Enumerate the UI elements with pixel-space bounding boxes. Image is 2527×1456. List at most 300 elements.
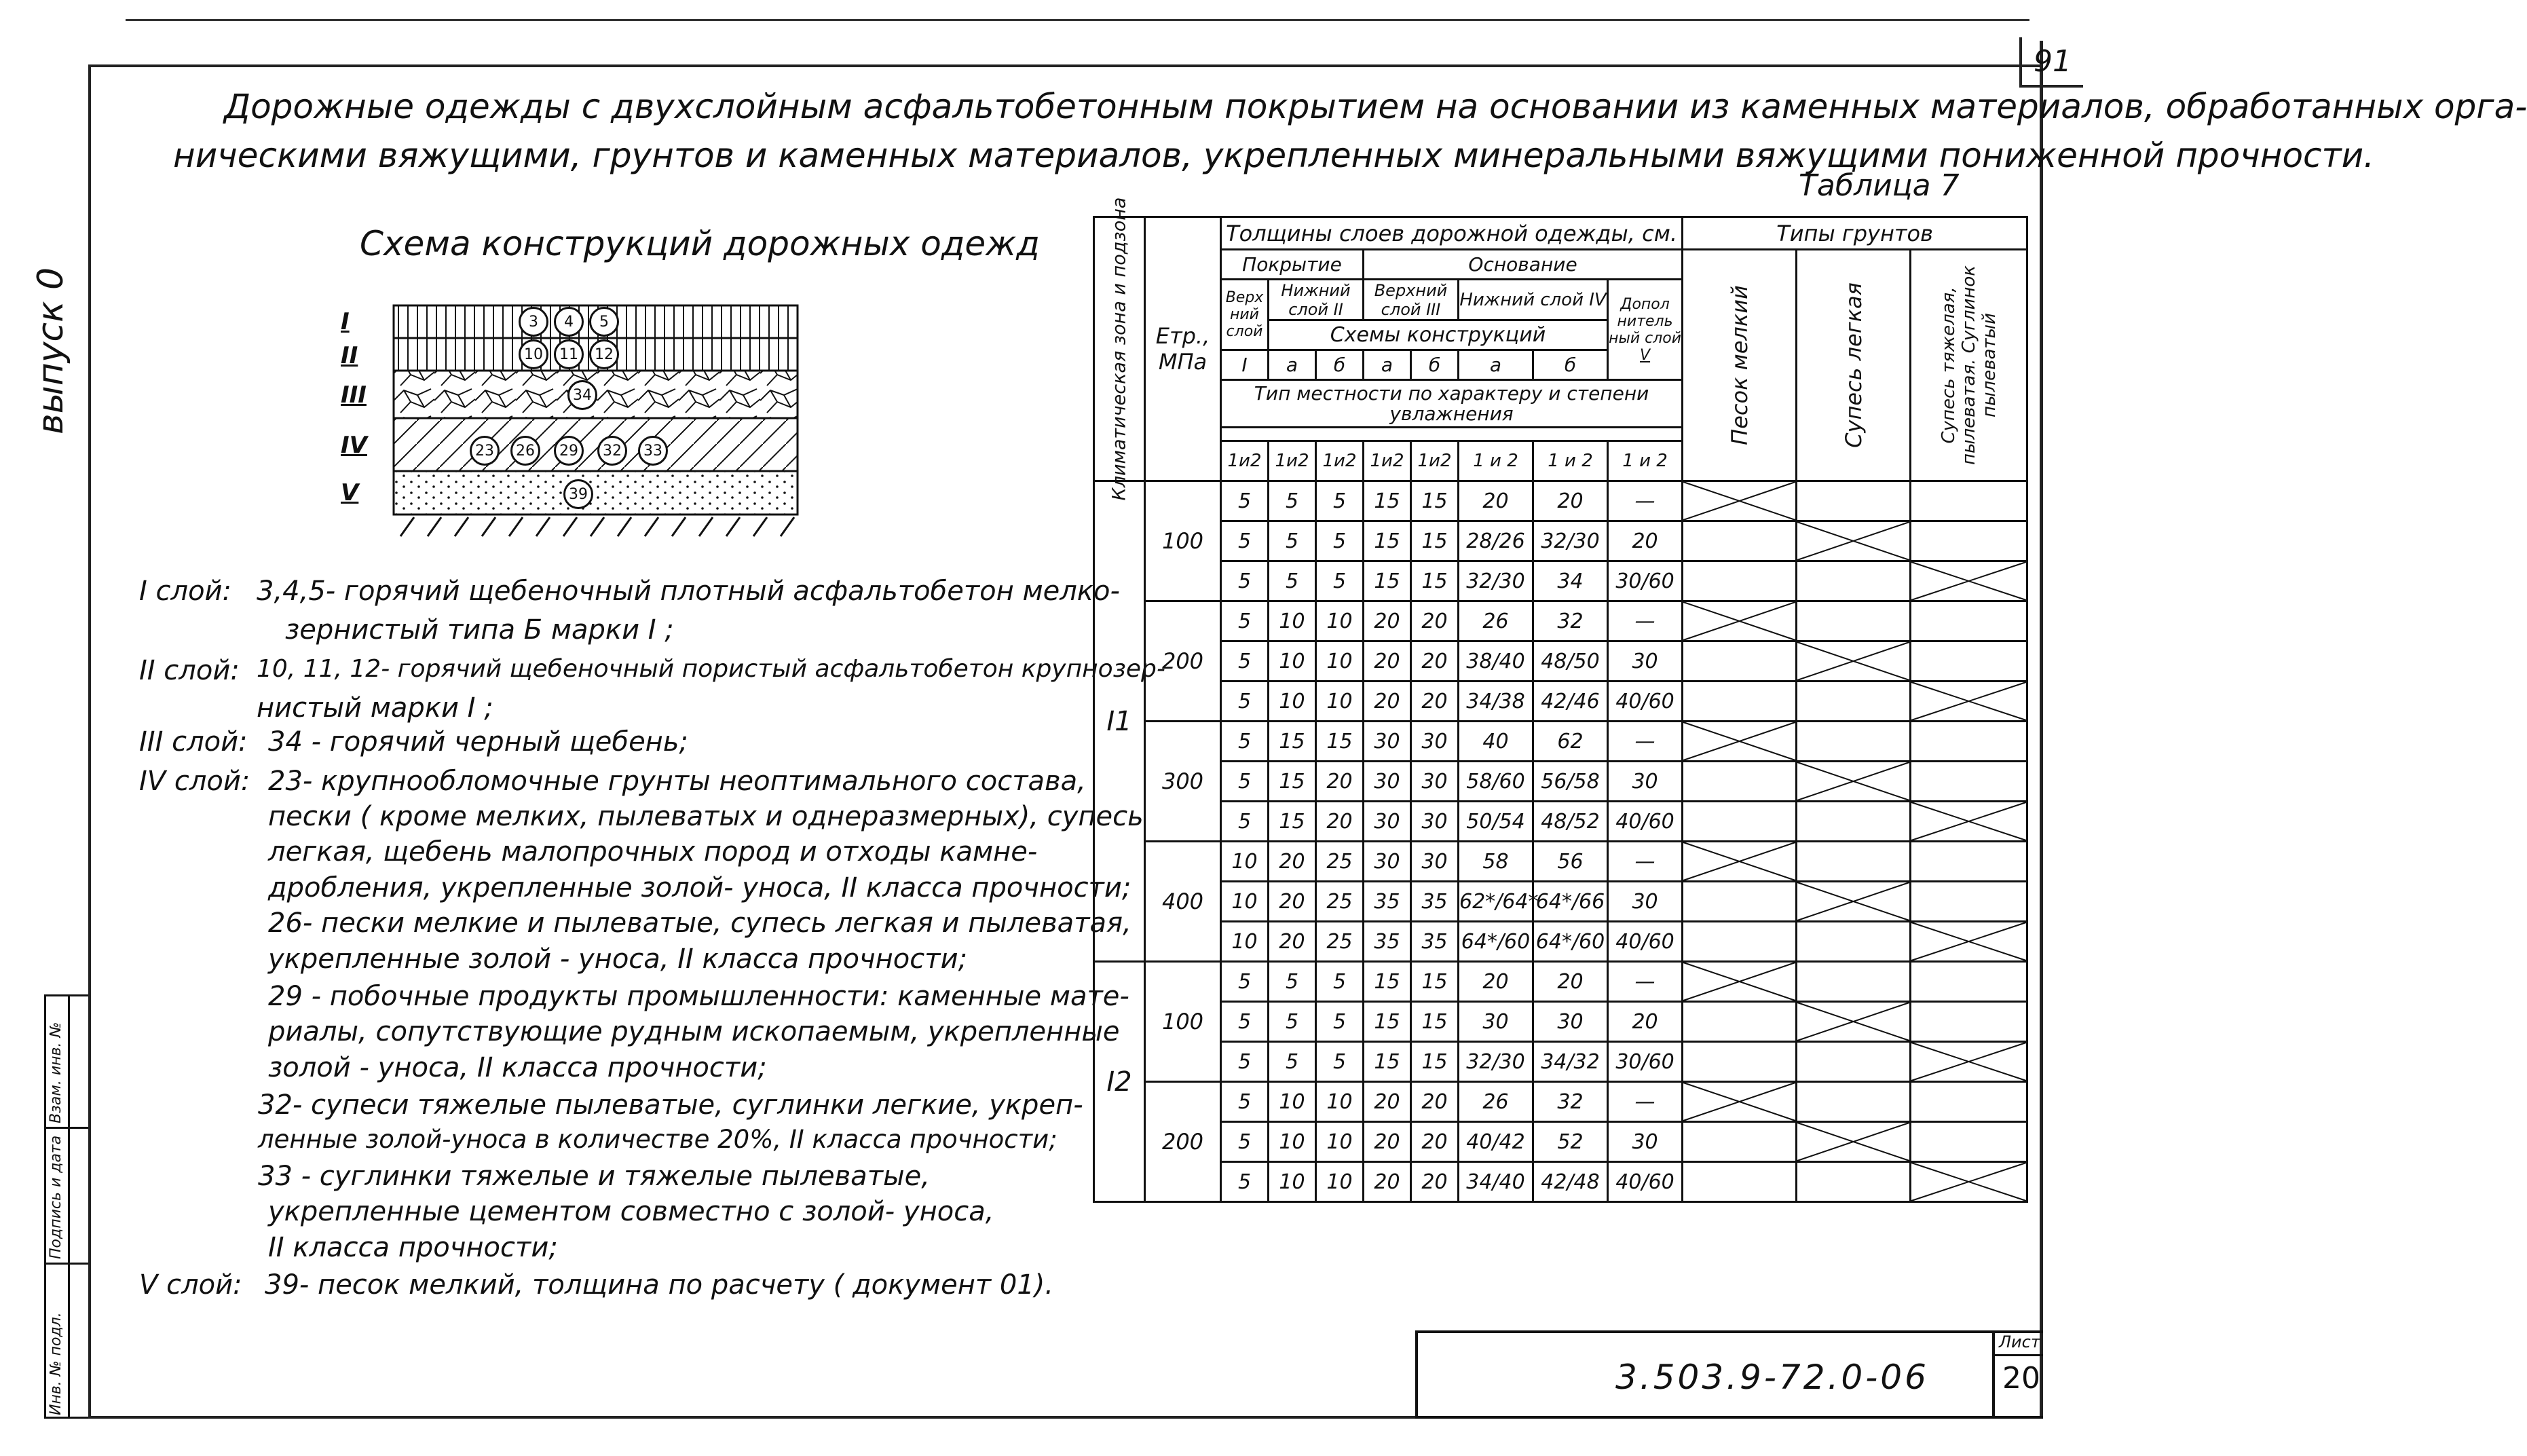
thickness-cell: 5 (1269, 561, 1316, 601)
thickness-cell: 34/38 (1459, 682, 1533, 722)
soil-cell (1911, 962, 2027, 1002)
thickness-cell: 34/32 (1533, 1042, 1608, 1082)
soil-cell-crossed (1911, 1162, 2027, 1202)
soil-cell-crossed (1797, 882, 1911, 922)
soil-cell (1683, 882, 1797, 922)
soil-cell (1683, 1122, 1797, 1162)
table-row (1094, 722, 2027, 762)
thickness-cell: 10 (1221, 922, 1269, 962)
header-lower-layer-4: Нижний слой IV (1459, 280, 1608, 320)
header-moisture-4: 1и2 (1411, 441, 1459, 481)
thickness-cell: 40/60 (1608, 922, 1683, 962)
soil-cell-crossed (1911, 1042, 2027, 1082)
sheet-label: Лист (1999, 1332, 2040, 1351)
sheet-divider (1992, 1354, 2043, 1356)
thickness-cell: 30 (1608, 1122, 1683, 1162)
table-row (1094, 962, 2027, 1002)
thickness-cell: 30 (1364, 722, 1411, 762)
header-soil-1: Песок мелкий (1683, 250, 1797, 481)
soil-cell-crossed (1911, 561, 2027, 601)
legend-text: 39- песок мелкий, толщина по расчету ( документ 01). (265, 1269, 1054, 1301)
thickness-cell: 40/60 (1608, 1162, 1683, 1202)
cross-mark-icon (1797, 1123, 1909, 1161)
legend-text: 34 - горячий черный щебень; (268, 726, 688, 758)
cross-mark-icon (1683, 722, 1795, 760)
thickness-cell: 42/48 (1533, 1162, 1608, 1202)
table-row (1094, 1002, 2027, 1042)
table-row (1094, 521, 2027, 561)
thickness-cell: 20 (1459, 962, 1533, 1002)
header-cover: Покрытие (1221, 250, 1364, 280)
cross-mark-icon (1683, 842, 1795, 880)
thickness-cell: 5 (1269, 521, 1316, 561)
layer-mark-32: 32 (597, 436, 627, 466)
thickness-cell: 15 (1364, 521, 1411, 561)
thickness-cell: 28/26 (1459, 521, 1533, 561)
margin-label-1: Взам. инв. № (48, 1022, 64, 1123)
thickness-cell: 5 (1221, 722, 1269, 762)
thickness-cell: 15 (1269, 762, 1316, 802)
thickness-cell: 5 (1221, 521, 1269, 561)
soil-cell (1911, 641, 2027, 682)
layer-mark-10: 10 (519, 339, 548, 369)
thickness-cell: 20 (1608, 521, 1683, 561)
table-row (1094, 1042, 2027, 1082)
header-scheme: а (1269, 350, 1316, 380)
legend-text: ленные золой-уноса в количестве 20%, II класса прочности; (258, 1125, 1057, 1154)
layer-mark-23: 23 (470, 436, 500, 466)
thickness-cell: 20 (1364, 641, 1411, 682)
thickness-cell: 5 (1221, 1042, 1269, 1082)
thickness-cell: 56 (1533, 842, 1608, 882)
thickness-cell: 5 (1221, 762, 1269, 802)
soil-cell-crossed (1683, 601, 1797, 641)
etr-value: 400 (1145, 842, 1221, 962)
cross-mark-icon (1911, 1163, 2026, 1201)
thickness-cell: 15 (1364, 962, 1411, 1002)
thickness-cell: 38/40 (1459, 641, 1533, 682)
thickness-cell: 30 (1533, 1002, 1608, 1042)
thickness-cell: 32 (1533, 601, 1608, 641)
thickness-cell: 64*/60 (1459, 922, 1533, 962)
document-code: 3.503.9-72.0-06 (1615, 1358, 1929, 1397)
thickness-cell: 5 (1221, 1162, 1269, 1202)
thickness-cell: 20 (1459, 481, 1533, 521)
thickness-cell: 5 (1221, 641, 1269, 682)
thickness-cell: 20 (1269, 842, 1316, 882)
thickness-cell: 20 (1411, 601, 1459, 641)
soil-cell (1683, 521, 1797, 561)
zone-i1: I1 (1094, 481, 1145, 962)
header-lower-layer-2: Нижний слой II (1269, 280, 1364, 320)
legend-text: пески ( кроме мелких, пылеватых и однеразмерных), супесь (268, 801, 1144, 832)
table-row (1094, 641, 2027, 682)
legend-key-3: III слой: (139, 726, 248, 758)
cross-mark-icon (1683, 963, 1795, 1001)
legend-text: 3,4,5- горячий щебеночный плотный асфальтобетон мелко- (257, 576, 1120, 607)
soil-cell (1683, 762, 1797, 802)
thickness-cell: 30 (1411, 842, 1459, 882)
thickness-cell: — (1608, 962, 1683, 1002)
legend-text: дробления, укрепленные золой- уноса, II класса прочности; (268, 872, 1131, 903)
thickness-cell: 5 (1221, 1082, 1269, 1122)
thickness-cell: 25 (1316, 922, 1364, 962)
thickness-cell: 40/60 (1608, 802, 1683, 842)
soil-cell (1797, 561, 1911, 601)
thickness-cell: 5 (1269, 1042, 1316, 1082)
layer-mark-29: 29 (554, 436, 584, 466)
thickness-cell: — (1608, 601, 1683, 641)
etr-value: 200 (1145, 601, 1221, 722)
soil-cell-crossed (1797, 1002, 1911, 1042)
thickness-cell: 5 (1269, 481, 1316, 521)
layers-diagram (341, 305, 798, 536)
thickness-cell: 48/52 (1533, 802, 1608, 842)
thickness-cell: 30 (1411, 802, 1459, 842)
layers-hatching (394, 305, 798, 540)
soil-cell (1683, 1162, 1797, 1202)
legend-key-5: V слой: (139, 1269, 242, 1301)
thickness-cell: 10 (1269, 682, 1316, 722)
thickness-cell: 35 (1364, 882, 1411, 922)
layer-mark-3: 3 (519, 307, 548, 337)
cross-mark-icon (1911, 1043, 2026, 1081)
legend-text: легкая, щебень малопрочных пород и отходы камне- (268, 836, 1038, 867)
table-row (1094, 561, 2027, 601)
soil-cell-crossed (1797, 641, 1911, 682)
thickness-cell: 30 (1364, 762, 1411, 802)
thickness-cell: 5 (1221, 802, 1269, 842)
thickness-cell: 32/30 (1459, 1042, 1533, 1082)
header-moisture-2: 1и2 (1316, 441, 1364, 481)
thickness-cell: 10 (1316, 601, 1364, 641)
soil-cell-crossed (1683, 842, 1797, 882)
soil-cell (1911, 481, 2027, 521)
thickness-cell: 30 (1411, 722, 1459, 762)
thickness-cell: 30 (1608, 762, 1683, 802)
thickness-cell: 10 (1316, 1162, 1364, 1202)
thickness-cell: — (1608, 1082, 1683, 1122)
etr-value: 100 (1145, 962, 1221, 1082)
thickness-cell: 52 (1533, 1122, 1608, 1162)
thickness-cell: 20 (1316, 802, 1364, 842)
legend-text: риалы, сопутствующие рудным ископаемым, укрепленные (268, 1016, 1120, 1047)
soil-cell (1683, 802, 1797, 842)
thickness-cell: 25 (1316, 842, 1364, 882)
thickness-cell: 10 (1316, 682, 1364, 722)
soil-cell (1683, 682, 1797, 722)
side-issue-label: выпуск 0 (31, 267, 71, 434)
thickness-cell: 5 (1316, 481, 1364, 521)
header-scheme: б (1533, 350, 1608, 380)
thickness-cell: 40/60 (1608, 682, 1683, 722)
thickness-cell: 50/54 (1459, 802, 1533, 842)
soil-cell (1797, 802, 1911, 842)
header-scheme: б (1411, 350, 1459, 380)
cross-mark-icon (1683, 482, 1795, 520)
thickness-cell: 20 (1316, 762, 1364, 802)
thickness-cell: 35 (1364, 922, 1411, 962)
legend-text: 32- супеси тяжелые пылеватые, суглинки легкие, укреп- (258, 1089, 1083, 1121)
legend-key-2: II слой: (139, 655, 240, 686)
thickness-cell: 25 (1316, 882, 1364, 922)
thickness-cell: 5 (1221, 1122, 1269, 1162)
thickness-cell: 35 (1411, 882, 1459, 922)
soil-cell (1911, 842, 2027, 882)
thickness-cell: 20 (1533, 962, 1608, 1002)
thickness-cell: 48/50 (1533, 641, 1608, 682)
thickness-cell: 32 (1533, 1082, 1608, 1122)
thickness-cell: 26 (1459, 601, 1533, 641)
soil-cell (1683, 561, 1797, 601)
header-schemes: Схемы конструкций (1269, 320, 1608, 350)
thickness-cell: 10 (1269, 1122, 1316, 1162)
legend-text: укрепленные золой - уноса, II класса прочности; (268, 944, 968, 975)
layer-label-1: I (341, 308, 350, 335)
layer-label-2: II (341, 342, 358, 369)
legend-text: 10, 11, 12- горячий щебеночный пористый асфальтобетон крупнозер- (257, 655, 1165, 683)
thickness-cell: 34 (1533, 561, 1608, 601)
thickness-cell: 5 (1221, 601, 1269, 641)
thickness-cell: 5 (1316, 521, 1364, 561)
soil-cell-crossed (1683, 722, 1797, 762)
thickness-cell: 40/42 (1459, 1122, 1533, 1162)
legend-text: II класса прочности; (268, 1232, 558, 1263)
thickness-cell: 10 (1316, 641, 1364, 682)
table-row (1094, 1162, 2027, 1202)
thickness-cell: 15 (1411, 481, 1459, 521)
thickness-cell: 15 (1316, 722, 1364, 762)
header-etr: Етр., МПа (1145, 217, 1221, 481)
cross-mark-icon (1797, 762, 1909, 800)
thickness-cell: 10 (1269, 641, 1316, 682)
margin-divider (68, 994, 70, 1419)
layer-mark-26: 26 (510, 436, 540, 466)
thickness-cell: 15 (1269, 722, 1316, 762)
thickness-cell: 5 (1316, 561, 1364, 601)
thickness-cell: 15 (1269, 802, 1316, 842)
legend-text: зернистый типа Б марки I ; (285, 614, 674, 646)
page-number: 91 (2019, 37, 2083, 88)
etr-value: 300 (1145, 722, 1221, 842)
soil-cell-crossed (1797, 762, 1911, 802)
cross-mark-icon (1683, 602, 1795, 640)
soil-cell (1683, 1002, 1797, 1042)
thickness-cell: 56/58 (1533, 762, 1608, 802)
thickness-cell: 32/30 (1533, 521, 1608, 561)
thickness-cell: 5 (1316, 1002, 1364, 1042)
thickness-cell: 58/60 (1459, 762, 1533, 802)
header-moisture-1: 1и2 (1269, 441, 1316, 481)
legend-text: 23- крупнообломочные грунты неоптимального состава, (268, 766, 1086, 797)
thickness-cell: 42/46 (1533, 682, 1608, 722)
soil-cell (1911, 882, 2027, 922)
cross-mark-icon (1797, 882, 1909, 920)
soil-cell (1911, 722, 2027, 762)
thickness-cell: 20 (1411, 1082, 1459, 1122)
soil-cell (1683, 1042, 1797, 1082)
thickness-cell: — (1608, 481, 1683, 521)
table-row (1094, 762, 2027, 802)
thickness-cell: 32/30 (1459, 561, 1533, 601)
header-moisture-3: 1и2 (1364, 441, 1411, 481)
thickness-cell: 30/60 (1608, 561, 1683, 601)
thickness-cell: 30 (1364, 842, 1411, 882)
table-7 (1093, 197, 2028, 1203)
cross-mark-icon (1683, 1083, 1795, 1121)
thickness-cell: 10 (1269, 1162, 1316, 1202)
thickness-cell: 20 (1364, 1162, 1411, 1202)
thickness-cell: 10 (1221, 882, 1269, 922)
cross-mark-icon (1911, 682, 2026, 720)
thickness-cell: — (1608, 722, 1683, 762)
soil-cell (1797, 722, 1911, 762)
margin-label-3: Инв. № подл. (48, 1312, 64, 1415)
cross-mark-icon (1797, 522, 1909, 560)
soil-cell (1911, 762, 2027, 802)
legend-text: нистый марки I ; (257, 692, 493, 724)
header-scheme: б (1316, 350, 1364, 380)
margin-separator (44, 1263, 88, 1265)
table-row (1094, 1122, 2027, 1162)
thickness-cell: 64*/60 (1533, 922, 1608, 962)
soil-cell-crossed (1797, 521, 1911, 561)
soil-cell (1797, 481, 1911, 521)
table-label: Таблица 7 (1799, 168, 1960, 203)
thickness-cell: 30/60 (1608, 1042, 1683, 1082)
cross-mark-icon (1911, 802, 2026, 840)
header-upper-layer-3: Верхний слой III (1364, 280, 1459, 320)
soil-cell-crossed (1683, 481, 1797, 521)
soil-cell (1797, 922, 1911, 962)
header-scheme-i: I (1221, 350, 1269, 380)
thickness-cell: 10 (1221, 842, 1269, 882)
header-scheme: а (1364, 350, 1411, 380)
thickness-cell: 62*/64* (1459, 882, 1533, 922)
layer-mark-11: 11 (554, 339, 584, 369)
soil-cell (1797, 1042, 1911, 1082)
thickness-cell: 64*/66 (1533, 882, 1608, 922)
thickness-cell: 20 (1411, 1122, 1459, 1162)
thickness-cell: 5 (1221, 962, 1269, 1002)
soil-cell (1797, 601, 1911, 641)
layer-mark-5: 5 (589, 307, 619, 337)
thickness-cell: 20 (1364, 601, 1411, 641)
layer-label-3: III (341, 381, 367, 409)
legend-text: 26- пески мелкие и пылеватые, супесь легкая и пылеватая, (268, 908, 1131, 939)
layer-label-4: IV (341, 432, 367, 459)
thickness-cell: 20 (1364, 1082, 1411, 1122)
thickness-cell: 30 (1459, 1002, 1533, 1042)
etr-value: 100 (1145, 481, 1221, 601)
soil-cell (1683, 641, 1797, 682)
legend-text: золой - уноса, II класса прочности; (268, 1052, 767, 1083)
thickness-cell: 15 (1411, 561, 1459, 601)
thickness-cell: 20 (1608, 1002, 1683, 1042)
thickness-cell: 20 (1411, 682, 1459, 722)
soil-cell (1911, 1002, 2027, 1042)
table-row (1094, 682, 2027, 722)
thickness-cell: 20 (1533, 481, 1608, 521)
thickness-cell: 5 (1316, 1042, 1364, 1082)
thickness-cell: 10 (1316, 1122, 1364, 1162)
scheme-title: Схема конструкций дорожных одежд (360, 224, 1040, 263)
cross-mark-icon (1911, 562, 2026, 600)
legend-key-4: IV слой: (139, 766, 250, 797)
thickness-cell: 20 (1269, 882, 1316, 922)
thickness-cell: 15 (1364, 1042, 1411, 1082)
soil-cell-crossed (1797, 1122, 1911, 1162)
layer-label-5: V (341, 479, 359, 506)
legend-text: 33 - суглинки тяжелые и тяжелые пылеватые, (258, 1161, 930, 1192)
thickness-cell: 30 (1608, 882, 1683, 922)
thickness-cell: 10 (1269, 601, 1316, 641)
thickness-cell: 15 (1364, 561, 1411, 601)
thickness-cell: 35 (1411, 922, 1459, 962)
soil-cell (1911, 601, 2027, 641)
header-moisture-0: 1и2 (1221, 441, 1269, 481)
title-line-2: ническими вяжущими, грунтов и каменных материалов, укрепленных минеральными вяжущими пониженной прочности. (173, 136, 2375, 175)
thickness-cell: 10 (1316, 1082, 1364, 1122)
thickness-cell: 5 (1221, 682, 1269, 722)
frame-right-edge (2040, 41, 2043, 1419)
thickness-cell: 20 (1411, 641, 1459, 682)
header-terrain: Тип местности по характеру и степени увлажнения (1221, 380, 1683, 428)
soil-cell (1797, 842, 1911, 882)
thickness-cell: 30 (1364, 802, 1411, 842)
thickness-cell: 62 (1533, 722, 1608, 762)
soil-cell (1911, 1082, 2027, 1122)
soil-cell-crossed (1911, 802, 2027, 842)
layer-mark-39: 39 (563, 479, 593, 509)
soil-cell (1797, 682, 1911, 722)
table-row (1094, 481, 2027, 521)
margin-separator (44, 1127, 88, 1129)
thickness-cell: 5 (1221, 481, 1269, 521)
table-row (1094, 882, 2027, 922)
soil-cell (1797, 1082, 1911, 1122)
layer-mark-4: 4 (554, 307, 584, 337)
header-moisture-7: 1 и 2 (1608, 441, 1683, 481)
table-row (1094, 601, 2027, 641)
header-zone: Климатическая зона и подзона (1094, 217, 1145, 481)
thickness-cell: 26 (1459, 1082, 1533, 1122)
thickness-cell: 20 (1269, 922, 1316, 962)
cross-mark-icon (1797, 642, 1909, 680)
header-thickness: Толщины слоев дорожной одежды, см. (1221, 217, 1683, 250)
zone-i2: I2 (1094, 962, 1145, 1202)
thickness-cell: 5 (1221, 561, 1269, 601)
thickness-cell: 30 (1608, 641, 1683, 682)
header-additional-layer: Допол нитель ный слой V (1608, 280, 1683, 380)
header-soil-2: Супесь легкая (1797, 250, 1911, 481)
soil-cell (1797, 1162, 1911, 1202)
thickness-cell: 10 (1269, 1082, 1316, 1122)
table-row (1094, 1082, 2027, 1122)
header-upper-layer: Верх ний слой (1221, 280, 1269, 350)
cross-mark-icon (1797, 1003, 1909, 1041)
thickness-cell: 30 (1411, 762, 1459, 802)
legend-text: 29 - побочные продукты промышленности: каменные мате- (268, 981, 1129, 1012)
soil-cell-crossed (1911, 922, 2027, 962)
thickness-cell: 5 (1269, 1002, 1316, 1042)
thickness-cell: 20 (1364, 682, 1411, 722)
soil-cell-crossed (1683, 962, 1797, 1002)
margin-label-2: Подпись и дата (48, 1135, 64, 1259)
thickness-cell: 34/40 (1459, 1162, 1533, 1202)
thickness-cell: 40 (1459, 722, 1533, 762)
header-soil-3: Супесь тяжелая, пылеватая. Суглинок пылеватый (1911, 250, 2027, 481)
